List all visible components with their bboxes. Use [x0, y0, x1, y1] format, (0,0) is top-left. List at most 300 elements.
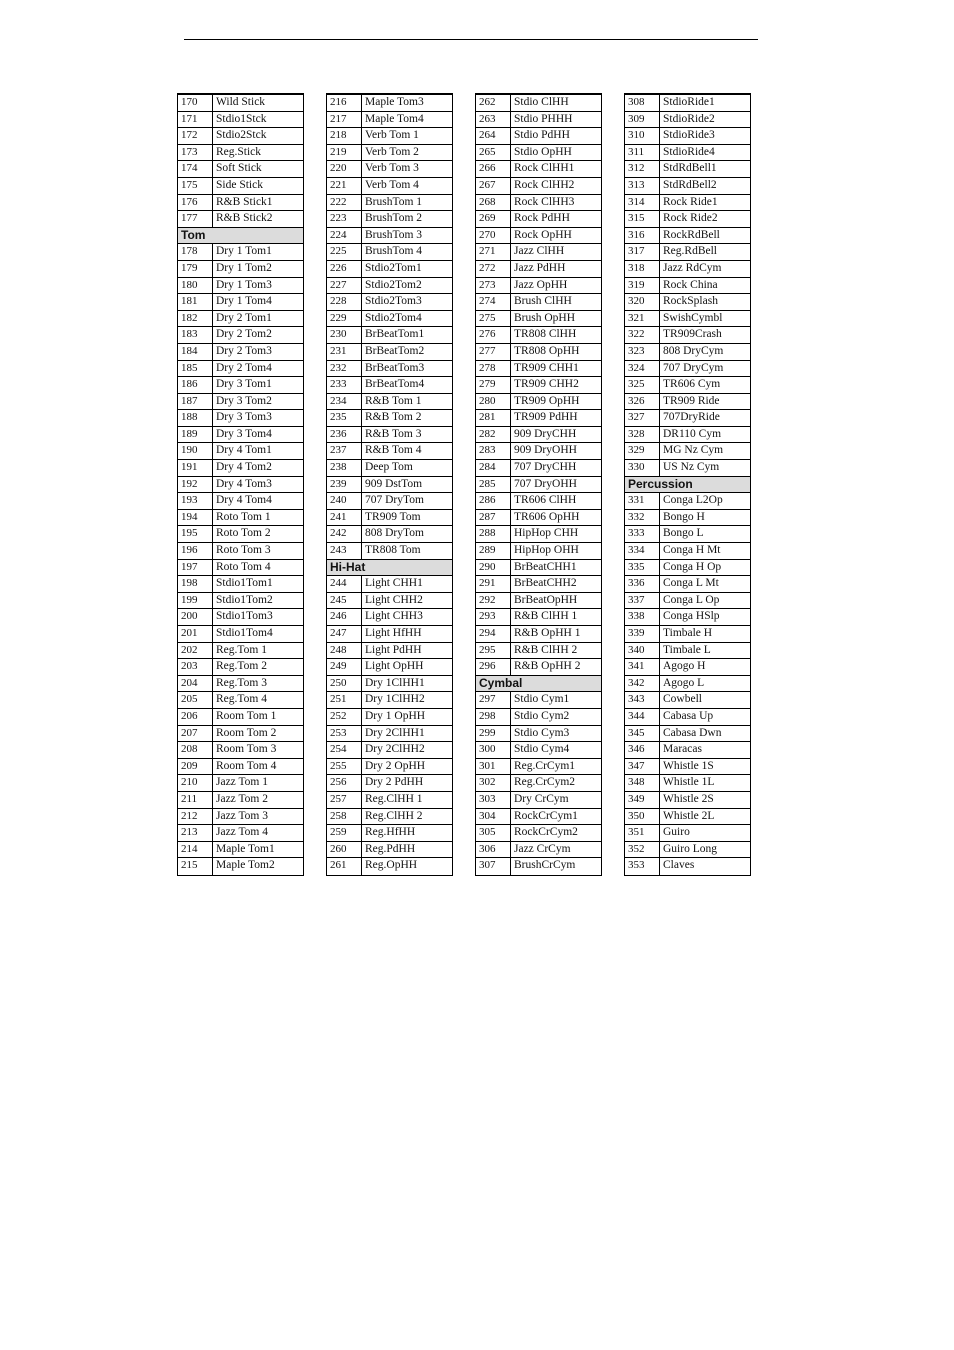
- table-row: [178, 825, 303, 842]
- table-row: [476, 311, 601, 328]
- table-row: [625, 692, 750, 709]
- instrument-number: 333: [625, 526, 660, 542]
- instrument-number: 315: [625, 211, 660, 227]
- instrument-name: Whistle 2L: [663, 809, 715, 822]
- table-row: [625, 394, 750, 411]
- instrument-name: Dry 2 Tom3: [216, 344, 272, 357]
- table-row: [178, 626, 303, 643]
- instrument-number: 309: [625, 112, 660, 128]
- instrument-name: Room Tom 4: [216, 759, 277, 772]
- table-row: [476, 195, 601, 212]
- instrument-name: 909 DryOHH: [514, 444, 577, 457]
- instrument-number: 257: [327, 792, 362, 808]
- table-row: [178, 244, 303, 261]
- instrument-number: 236: [327, 427, 362, 443]
- instrument-number: 205: [178, 692, 213, 708]
- instrument-name: TR909 CHH2: [514, 378, 579, 391]
- instrument-number: 268: [476, 195, 511, 211]
- instrument-number: 310: [625, 128, 660, 144]
- instrument-name: Deep Tom: [365, 461, 413, 474]
- instrument-name: Reg.Tom 1: [216, 643, 267, 656]
- instrument-number: 241: [327, 510, 362, 526]
- table-row: [178, 327, 303, 344]
- instrument-name: Dry 4 Tom3: [216, 477, 272, 490]
- table-row: [476, 825, 601, 842]
- instrument-number: 296: [476, 659, 511, 675]
- table-row: [178, 443, 303, 460]
- instrument-name: Conga H Mt: [663, 544, 721, 557]
- instrument-number: 317: [625, 244, 660, 260]
- instrument-number: 229: [327, 311, 362, 327]
- instrument-number: 177: [178, 211, 213, 227]
- instrument-name: 808 DryTom: [365, 527, 424, 540]
- table-row: [625, 643, 750, 660]
- table-row: [178, 278, 303, 295]
- table-row: [625, 526, 750, 543]
- instrument-number: 197: [178, 560, 213, 576]
- instrument-name: Whistle 1L: [663, 776, 715, 789]
- instrument-number: 255: [327, 759, 362, 775]
- table-row: [625, 742, 750, 759]
- table-row: [476, 493, 601, 510]
- table-row: [327, 792, 452, 809]
- instrument-number: 232: [327, 361, 362, 377]
- instrument-number: 170: [178, 95, 213, 111]
- instrument-number: 281: [476, 410, 511, 426]
- instrument-name: R&B Stick2: [216, 212, 273, 225]
- table-row: [625, 95, 750, 112]
- instrument-name: Stdio ClHH: [514, 96, 569, 108]
- instrument-number: 316: [625, 228, 660, 244]
- instrument-number: 265: [476, 145, 511, 161]
- instrument-number: 178: [178, 244, 213, 260]
- table-row: [178, 560, 303, 577]
- table-row: [327, 178, 452, 195]
- instrument-name: Bongo L: [663, 527, 704, 540]
- instrument-number: 180: [178, 278, 213, 294]
- instrument-number: 230: [327, 327, 362, 343]
- table-row: [327, 692, 452, 709]
- instrument-number: 182: [178, 311, 213, 327]
- top-rule: [184, 39, 758, 40]
- instrument-number: 176: [178, 195, 213, 211]
- instrument-number: 321: [625, 311, 660, 327]
- instrument-number: 196: [178, 543, 213, 559]
- instrument-number: 179: [178, 261, 213, 277]
- table-row: [625, 560, 750, 577]
- instrument-number: 244: [327, 576, 362, 592]
- table-row: [178, 294, 303, 311]
- table-row: [178, 311, 303, 328]
- table-row: [327, 759, 452, 776]
- table-row: [178, 858, 303, 875]
- instrument-number: 337: [625, 593, 660, 609]
- instrument-number: 345: [625, 726, 660, 742]
- instrument-number: 320: [625, 294, 660, 310]
- instrument-name: R&B Tom 4: [365, 444, 422, 457]
- table-row: [476, 742, 601, 759]
- instrument-number: 304: [476, 809, 511, 825]
- instrument-name: Dry 4 Tom4: [216, 494, 272, 507]
- instrument-name: Stdio2Tom4: [365, 311, 422, 324]
- instrument-name: BrushTom 3: [365, 228, 423, 241]
- instrument-name: TR909 Tom: [365, 510, 421, 523]
- table-row: [476, 278, 601, 295]
- table-row: [178, 792, 303, 809]
- instrument-number: 327: [625, 410, 660, 426]
- table-row: [178, 643, 303, 660]
- table-row: [625, 195, 750, 212]
- instrument-number: 285: [476, 477, 511, 493]
- instrument-number: 264: [476, 128, 511, 144]
- instrument-name: Cabasa Up: [663, 709, 714, 722]
- table-row: [625, 858, 750, 875]
- instrument-number: 311: [625, 145, 660, 161]
- instrument-name: Dry 1 Tom2: [216, 261, 272, 274]
- instrument-name: TR909 Ride: [663, 394, 720, 407]
- instrument-number: 330: [625, 460, 660, 476]
- instrument-number: 331: [625, 493, 660, 509]
- table-row: [178, 709, 303, 726]
- instrument-name: Guiro: [663, 826, 690, 839]
- instrument-name: 707 DryCHH: [514, 461, 577, 474]
- table-row: [327, 510, 452, 527]
- instrument-number: 269: [476, 211, 511, 227]
- instrument-number: 262: [476, 95, 511, 111]
- table-row: [625, 709, 750, 726]
- instrument-name: RockCrCym1: [514, 809, 578, 822]
- instrument-name: Dry 2ClHH2: [365, 743, 425, 756]
- table-row: [327, 576, 452, 593]
- instrument-name: Rock ClHH1: [514, 162, 575, 175]
- instrument-name: Rock OpHH: [514, 228, 572, 241]
- instrument-number: 314: [625, 195, 660, 211]
- instrument-name: Conga L Op: [663, 593, 720, 606]
- instrument-number: 293: [476, 609, 511, 625]
- table-row: [476, 344, 601, 361]
- instrument-number: 272: [476, 261, 511, 277]
- table-row: [476, 477, 601, 494]
- instrument-number: 348: [625, 775, 660, 791]
- instrument-number: 291: [476, 576, 511, 592]
- instrument-name: US Nz Cym: [663, 461, 720, 474]
- table-row: [476, 327, 601, 344]
- table-row: [327, 327, 452, 344]
- instrument-number: 224: [327, 228, 362, 244]
- instrument-name: Cabasa Dwn: [663, 726, 722, 739]
- instrument-number: 193: [178, 493, 213, 509]
- instrument-name: Rock PdHH: [514, 212, 570, 225]
- instrument-name: R&B ClHH 2: [514, 643, 578, 656]
- table-row: [178, 95, 303, 112]
- table-row: [476, 593, 601, 610]
- table-row: [476, 394, 601, 411]
- table-row: [476, 427, 601, 444]
- instrument-number: 318: [625, 261, 660, 277]
- instrument-number: 279: [476, 377, 511, 393]
- instrument-number: 172: [178, 128, 213, 144]
- table-row: [327, 659, 452, 676]
- table-row: [476, 244, 601, 261]
- instrument-name: RockSplash: [663, 295, 718, 308]
- instrument-name: Side Stick: [216, 178, 263, 191]
- instrument-number: 228: [327, 294, 362, 310]
- table-row: [178, 460, 303, 477]
- table-row: [178, 477, 303, 494]
- instrument-number: 204: [178, 676, 213, 692]
- table-row: [476, 294, 601, 311]
- instrument-number: 175: [178, 178, 213, 194]
- table-row: [327, 477, 452, 494]
- table-row: [625, 410, 750, 427]
- instrument-name: Dry CrCym: [514, 792, 569, 805]
- instrument-number: 350: [625, 809, 660, 825]
- instrument-name: Conga L Mt: [663, 577, 719, 590]
- instrument-name: R&B Tom 3: [365, 427, 422, 440]
- instrument-name: Stdio Cym3: [514, 726, 570, 739]
- table-row: [476, 361, 601, 378]
- table-row: [178, 112, 303, 129]
- table-row: [476, 792, 601, 809]
- instrument-number: 313: [625, 178, 660, 194]
- instrument-number: 340: [625, 643, 660, 659]
- instrument-number: 282: [476, 427, 511, 443]
- table-row: [327, 825, 452, 842]
- instrument-name: Stdio Cym2: [514, 709, 570, 722]
- instrument-number: 288: [476, 526, 511, 542]
- table-row: [476, 842, 601, 859]
- instrument-number: 312: [625, 161, 660, 177]
- instrument-number: 207: [178, 726, 213, 742]
- instrument-number: 183: [178, 327, 213, 343]
- instrument-name: Dry 2 Tom2: [216, 328, 272, 341]
- instrument-name: Reg.HfHH: [365, 826, 416, 839]
- table-row: [476, 609, 601, 626]
- instrument-number: 267: [476, 178, 511, 194]
- table-row: [178, 543, 303, 560]
- instrument-name: TR909 OpHH: [514, 394, 580, 407]
- instrument-name: R&B OpHH 2: [514, 660, 581, 673]
- table-row: [625, 593, 750, 610]
- table-row: [625, 659, 750, 676]
- instrument-name: Stdio1Stck: [216, 112, 267, 125]
- instrument-name: Stdio1Tom3: [216, 610, 273, 623]
- instrument-number: 336: [625, 576, 660, 592]
- table-row: [625, 676, 750, 693]
- table-row: [327, 842, 452, 859]
- instrument-name: Reg.Stick: [216, 145, 262, 158]
- instrument-number: 185: [178, 361, 213, 377]
- instrument-name: Room Tom 3: [216, 743, 277, 756]
- instrument-number: 191: [178, 460, 213, 476]
- instrument-name: StdRdBell1: [663, 162, 717, 175]
- instrument-number: 343: [625, 692, 660, 708]
- instrument-number: 275: [476, 311, 511, 327]
- table-row: [178, 526, 303, 543]
- table-row: [625, 792, 750, 809]
- instrument-number: 206: [178, 709, 213, 725]
- table-row: [178, 361, 303, 378]
- instrument-name: Dry 3 Tom4: [216, 427, 272, 440]
- instrument-name: TR808 OpHH: [514, 344, 580, 357]
- instrument-name: Reg.CrCym1: [514, 759, 576, 772]
- table-row: [476, 643, 601, 660]
- instrument-number: 284: [476, 460, 511, 476]
- table-row: [625, 427, 750, 444]
- table-row: [625, 493, 750, 510]
- instrument-name: BrBeatTom1: [365, 328, 425, 341]
- table-row: [327, 726, 452, 743]
- table-row: [327, 427, 452, 444]
- section-header: Hi-Hat: [327, 560, 452, 577]
- table-row: [327, 344, 452, 361]
- table-row: [476, 228, 601, 245]
- table-row: [178, 145, 303, 162]
- instrument-number: 334: [625, 543, 660, 559]
- instrument-number: 235: [327, 410, 362, 426]
- instrument-number: 218: [327, 128, 362, 144]
- table-row: [178, 775, 303, 792]
- instrument-number: 210: [178, 775, 213, 791]
- table-row: [327, 543, 452, 560]
- table-row: [178, 161, 303, 178]
- table-row: [476, 112, 601, 129]
- table-row: [476, 809, 601, 826]
- instrument-name: BrBeatOpHH: [514, 593, 578, 606]
- instrument-name: Dry 2 Tom4: [216, 361, 272, 374]
- table-row: [625, 576, 750, 593]
- instrument-name: Rock Ride2: [663, 212, 718, 225]
- instrument-name: Dry 2 Tom1: [216, 311, 272, 324]
- instrument-number: 305: [476, 825, 511, 841]
- instrument-number: 240: [327, 493, 362, 509]
- table-row: [327, 228, 452, 245]
- instrument-number: 287: [476, 510, 511, 526]
- table-row: [625, 211, 750, 228]
- instrument-number: 217: [327, 112, 362, 128]
- instrument-name: Rock China: [663, 278, 718, 291]
- table-row: [327, 526, 452, 543]
- table-row: [625, 128, 750, 145]
- instrument-name: Jazz RdCym: [663, 261, 722, 274]
- instrument-name: 707 DryOHH: [514, 477, 577, 490]
- table-row: [327, 460, 452, 477]
- instrument-number: 173: [178, 145, 213, 161]
- instrument-number: 254: [327, 742, 362, 758]
- table-row: [625, 261, 750, 278]
- instrument-name: Agogo L: [663, 676, 705, 689]
- table-row: [327, 410, 452, 427]
- instrument-number: 329: [625, 443, 660, 459]
- instrument-name: Agogo H: [663, 660, 706, 673]
- instrument-name: Dry 3 Tom3: [216, 411, 272, 424]
- instrument-number: 223: [327, 211, 362, 227]
- instrument-number: 242: [327, 526, 362, 542]
- instrument-name: BrushCrCym: [514, 859, 576, 872]
- instrument-name: BrBeatTom2: [365, 344, 425, 357]
- instrument-number: 201: [178, 626, 213, 642]
- instrument-name: RockCrCym2: [514, 826, 578, 839]
- instrument-number: 199: [178, 593, 213, 609]
- table-row: [327, 195, 452, 212]
- instrument-name: TR808 Tom: [365, 544, 421, 557]
- instrument-name: Jazz ClHH: [514, 245, 565, 258]
- instrument-name: Dry 1 Tom1: [216, 245, 272, 258]
- instrument-number: 261: [327, 858, 362, 875]
- table-row: [327, 443, 452, 460]
- instrument-number: 247: [327, 626, 362, 642]
- instrument-number: 280: [476, 394, 511, 410]
- instrument-name: Whistle 1S: [663, 759, 714, 772]
- instrument-number: 294: [476, 626, 511, 642]
- table-row: [476, 261, 601, 278]
- instrument-name: Rock ClHH2: [514, 178, 575, 191]
- table-row: [625, 510, 750, 527]
- table-row: [327, 394, 452, 411]
- instrument-name: Verb Tom 2: [365, 145, 419, 158]
- table-row: [178, 842, 303, 859]
- table-row: [327, 493, 452, 510]
- instrument-name: Reg.PdHH: [365, 842, 416, 855]
- instrument-number: 349: [625, 792, 660, 808]
- instrument-name: BrBeatCHH2: [514, 577, 577, 590]
- instrument-number: 326: [625, 394, 660, 410]
- instrument-name: Conga HSlp: [663, 610, 720, 623]
- instrument-number: 192: [178, 477, 213, 493]
- table-row: [178, 178, 303, 195]
- instrument-number: 346: [625, 742, 660, 758]
- instrument-number: 227: [327, 278, 362, 294]
- table-row: [625, 609, 750, 626]
- instrument-table-column-3: [475, 93, 602, 876]
- table-row: [476, 626, 601, 643]
- table-row: [625, 759, 750, 776]
- instrument-name: Verb Tom 4: [365, 178, 419, 191]
- instrument-number: 258: [327, 809, 362, 825]
- instrument-number: 289: [476, 543, 511, 559]
- instrument-name: BrBeatTom3: [365, 361, 425, 374]
- instrument-name: Light CHH1: [365, 577, 423, 590]
- instrument-number: 251: [327, 692, 362, 708]
- instrument-name: 909 DryCHH: [514, 427, 577, 440]
- instrument-number: 186: [178, 377, 213, 393]
- instrument-number: 278: [476, 361, 511, 377]
- instrument-name: RockRdBell: [663, 228, 720, 241]
- instrument-name: BrushTom 2: [365, 212, 423, 225]
- instrument-name: Jazz OpHH: [514, 278, 568, 291]
- instrument-name: Maple Tom4: [365, 112, 424, 125]
- table-row: [625, 543, 750, 560]
- table-row: [476, 709, 601, 726]
- instrument-name: Jazz PdHH: [514, 261, 566, 274]
- table-row: [327, 112, 452, 129]
- instrument-number: 286: [476, 493, 511, 509]
- instrument-number: 307: [476, 858, 511, 875]
- instrument-name: BrBeatTom4: [365, 378, 425, 391]
- instrument-number: 238: [327, 460, 362, 476]
- instrument-number: 237: [327, 443, 362, 459]
- table-row: [476, 178, 601, 195]
- instrument-name: Light HfHH: [365, 627, 422, 639]
- table-row: [327, 377, 452, 394]
- instrument-number: 198: [178, 576, 213, 592]
- instrument-name: Verb Tom 1: [365, 129, 419, 142]
- table-row: [625, 361, 750, 378]
- table-row: [327, 311, 452, 328]
- instrument-name: Light CHH2: [365, 593, 423, 606]
- table-row: [625, 145, 750, 162]
- instrument-name: TR909 PdHH: [514, 411, 578, 424]
